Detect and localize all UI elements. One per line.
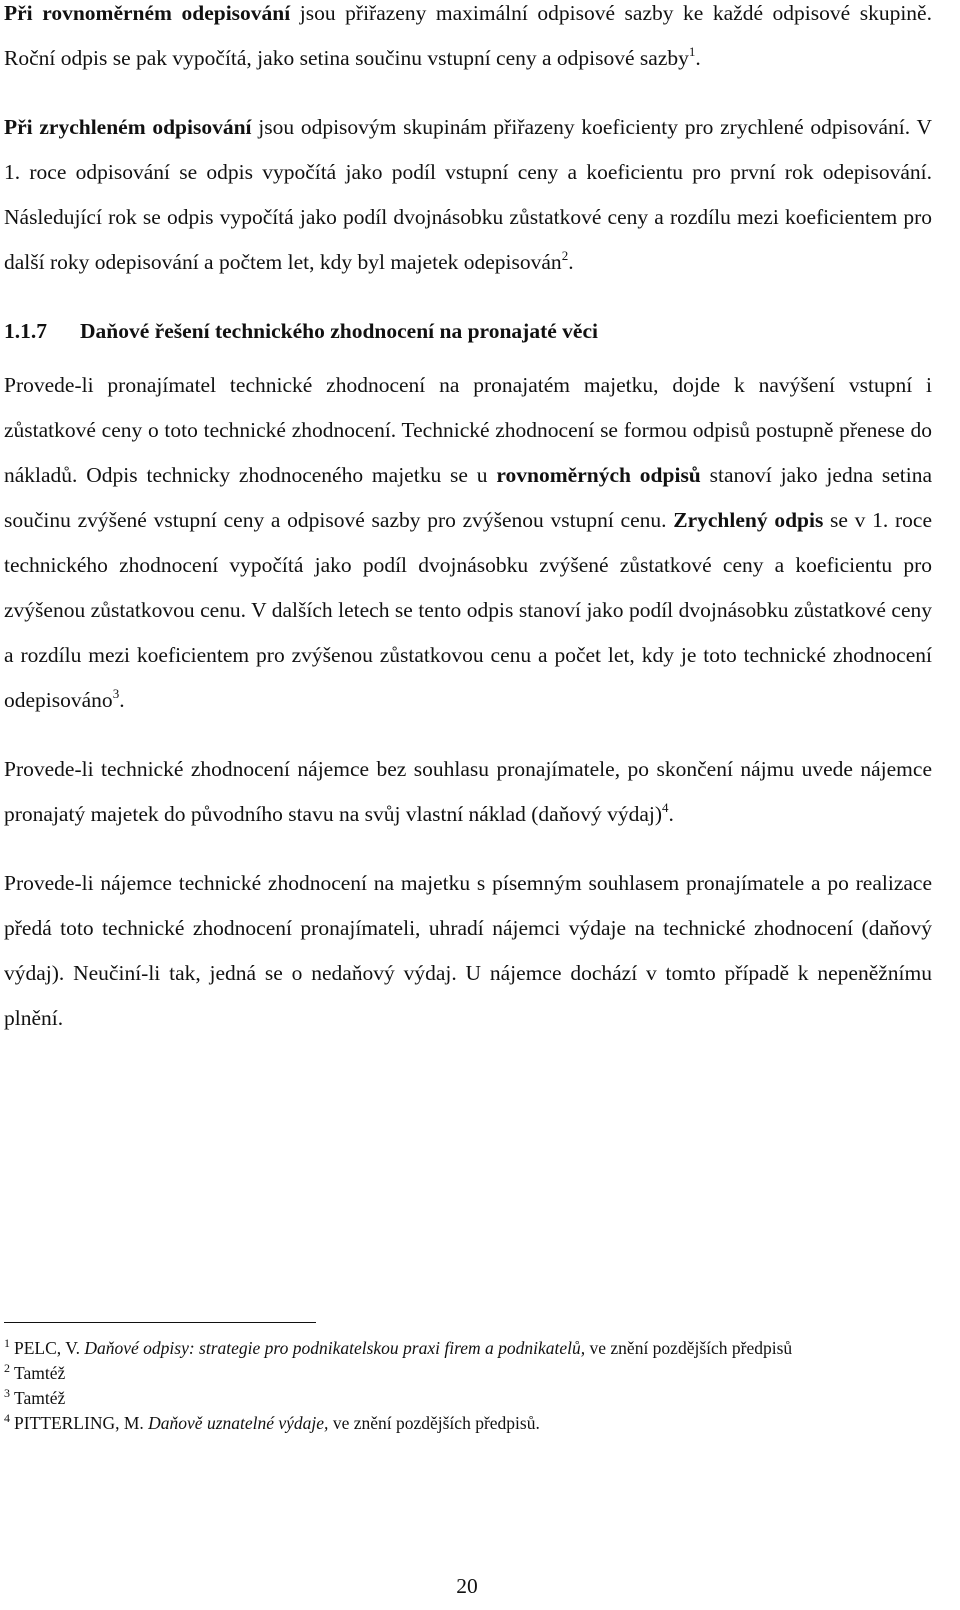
footnote xyxy=(4,1361,932,1386)
footnote xyxy=(4,1336,932,1361)
paragraph-text: . xyxy=(119,688,125,712)
footnote-text: ve znění pozdějších předpisů xyxy=(585,1338,793,1358)
paragraph-lessee-with-consent xyxy=(4,861,932,1041)
footnote-number: 2 xyxy=(4,1361,10,1375)
footnote-number: 4 xyxy=(4,1411,10,1425)
footnote-separator xyxy=(4,1322,316,1323)
footnote-text: PITTERLING, M. xyxy=(14,1413,149,1433)
page-number: 20 xyxy=(456,1574,478,1598)
footnote-text: ve znění pozdějších předpisů. xyxy=(328,1413,540,1433)
paragraph-text: jsou odpisovým skupinám přiřazeny koeficienty pro zrychlené odpisování. V 1. roce odpisování se odpis vypočítá jako podíl vstupní ceny a koeficientu pro první rok odepisování. Následující rok se odpis vypočítá jako podíl dvojnásobku zůstatkové ceny a rozdílu mezi koeficientem pro další roky odepisování a počtem let, kdy byl majetek odepisován xyxy=(4,115,932,274)
bold-term: Při rovnoměrném odepisování xyxy=(4,1,291,25)
section-number: 1.1.7 xyxy=(4,319,47,343)
footnote-ref: 1 xyxy=(688,44,696,59)
paragraph-text: . xyxy=(668,802,674,826)
footnote xyxy=(4,1386,932,1411)
footnote-title: Daňové odpisy: strategie pro podnikatelskou praxi firem a podnikatelů, xyxy=(84,1338,586,1358)
bold-term: Při zrychleném odpisování xyxy=(4,115,252,139)
paragraph-text: Provede-li pronajímatel technické zhodnocení na pronajatém majetku, dojde k navýšení vstupní i zůstatkové ceny o toto technické zhodnocení. Technické zhodnocení se formou odpisů postupně přenese do nákladů. Odpis technicky zhodnoceného majetku se u xyxy=(4,373,932,487)
footnote-text: Tamtéž xyxy=(14,1363,66,1383)
footnote-text: Tamtéž xyxy=(14,1388,66,1408)
paragraph-text: se v 1. roce technického zhodnocení vypočítá jako podíl dvojnásobku zvýšené zůstatkové ceny a koeficientu pro zvýšenou zůstatkovou cenu. V dalších letech se tento odpis stanoví jako podíl dvojnásobku zůstatkové ceny a rozdílu mezi koeficientem pro zvýšenou zůstatkovou cenu a počet let, kdy je toto technické zhodnocení odepisováno xyxy=(4,508,932,712)
paragraph-lessee-without-consent xyxy=(4,747,932,837)
paragraph-text: jsou přiřazeny maximální odpisové sazby ke každé odpisové skupině. Roční odpis se pak vypočítá, jako setina součinu vstupní ceny a odpisové sazby xyxy=(4,1,932,70)
footnote xyxy=(4,1411,932,1436)
footnote-title: Daňově uznatelné výdaje, xyxy=(148,1413,329,1433)
section-heading xyxy=(4,311,932,351)
paragraph-accelerated-depreciation xyxy=(4,105,932,285)
paragraph-technical-improvement-lessor xyxy=(4,363,932,723)
footnote-number: 3 xyxy=(4,1386,10,1400)
bold-term: rovnoměrných odpisů xyxy=(496,463,701,487)
paragraph-text: stanoví jako jedna setina součinu zvýšené vstupní ceny a odpisové sazby pro zvýšenou vstupní cenu. xyxy=(4,463,932,532)
section-title: Daňové řešení technického zhodnocení na pronajaté věci xyxy=(80,319,598,343)
bold-term: Zrychlený odpis xyxy=(673,508,824,532)
footnote-text: PELC, V. xyxy=(14,1338,85,1358)
paragraph-text: Provede-li technické zhodnocení nájemce bez souhlasu pronajímatele, po skončení nájmu uvede nájemce pronajatý majetek do původního stavu na svůj vlastní náklad (daňový výdaj) xyxy=(4,757,932,826)
document-page xyxy=(4,0,932,1041)
footnote-ref: 2 xyxy=(561,248,569,263)
paragraph-text: . xyxy=(568,250,574,274)
footnote-ref: 3 xyxy=(112,686,120,701)
footnote-ref: 4 xyxy=(662,800,669,815)
footnote-number: 1 xyxy=(4,1336,10,1350)
paragraph-linear-depreciation xyxy=(4,0,932,81)
paragraph-text: Provede-li nájemce technické zhodnocení na majetku s písemným souhlasem pronajímatele a po realizace předá toto technické zhodnocení pronajímateli, uhradí nájemci výdaje na technické zhodnocení (daňový výdaj). Neučiní-li tak, jedná se o nedaňový výdaj. U nájemce dochází v tomto případě k nepeněžnímu plnění. xyxy=(4,871,932,1030)
paragraph-text: . xyxy=(695,46,701,70)
footnotes xyxy=(4,1336,932,1436)
